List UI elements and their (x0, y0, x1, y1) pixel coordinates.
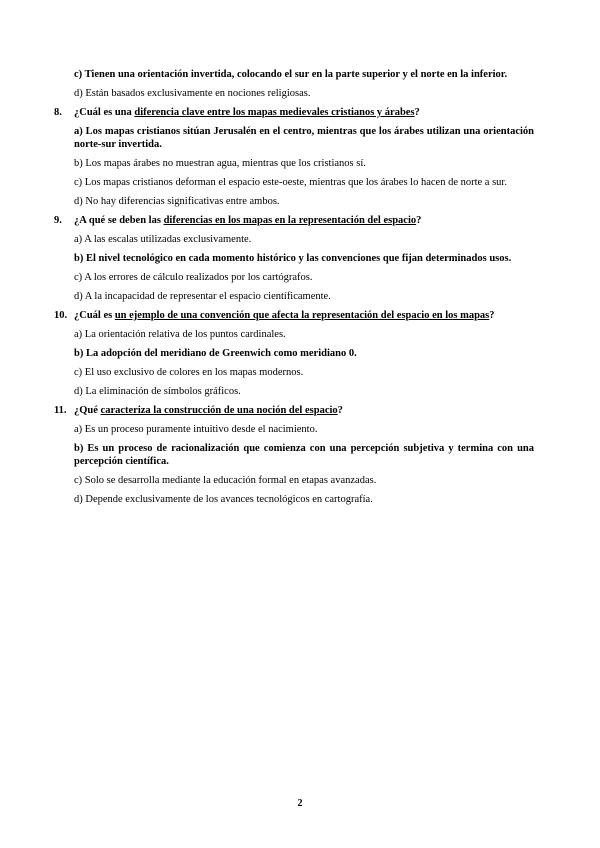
question-8 (54, 106, 534, 119)
q9-option-a: a) A las escalas utilizadas exclusivamente. (74, 234, 252, 245)
question-number: 11. (54, 405, 67, 416)
q11-option-d: d) Depende exclusivamente de los avances tecnológicos en cartografía. (74, 494, 373, 505)
question-9 (54, 214, 534, 227)
question-prefix: ¿Qué (74, 405, 101, 416)
q11-option-b: b) Es un proceso de racionalización que comienza con una percepción subjetiva y termina con una percepción científica. (74, 443, 534, 467)
q9-option-c: c) A los errores de cálculo realizados por los cartógrafos. (74, 272, 313, 283)
q8-option-d: d) No hay diferencias significativas entre ambos. (74, 196, 280, 207)
q7-option-c: c) Tienen una orientación invertida, colocando el sur en la parte superior y el norte en la inferior. (74, 69, 508, 80)
question-underlined: diferencia clave entre los mapas medievales cristianos y árabes (134, 107, 415, 118)
q10-option-b: b) La adopción del meridiano de Greenwich como meridiano 0. (74, 348, 357, 359)
q8-option-a: a) Los mapas cristianos sitúan Jerusalén en el centro, mientras que los árabes utilizan una orientación norte-sur invertida. (74, 126, 534, 150)
question-prefix: ¿Cuál es (74, 310, 115, 321)
page-number: 2 (297, 798, 303, 809)
question-number: 10. (54, 310, 68, 321)
q7-option-d: d) Están basados exclusivamente en nociones religiosas. (74, 88, 311, 99)
question-11 (54, 404, 534, 417)
q8-option-b: b) Los mapas árabes no muestran agua, mientras que los cristianos sí. (74, 158, 366, 169)
question-suffix: ? (489, 310, 495, 321)
question-suffix: ? (337, 405, 343, 416)
question-underlined: un ejemplo de una convención que afecta la representación del espacio en los mapas (114, 310, 490, 321)
question-suffix: ? (414, 107, 420, 118)
question-number: 9. (54, 215, 62, 226)
question-underlined: caracteriza la construcción de una noción del espacio (100, 405, 338, 416)
question-prefix: ¿Cuál es una (74, 107, 135, 118)
q9-option-d: d) A la incapacidad de representar el espacio científicamente. (74, 291, 331, 302)
question-underlined: diferencias en los mapas en la representación del espacio (163, 215, 417, 226)
q10-option-c: c) El uso exclusivo de colores en los mapas modernos. (74, 367, 304, 378)
q9-option-b: b) El nivel tecnológico en cada momento histórico y las convenciones que fijan determinados usos. (74, 253, 512, 264)
document-body (54, 68, 534, 512)
q10-option-d: d) La eliminación de símbolos gráficos. (74, 386, 241, 397)
q11-option-c: c) Solo se desarrolla mediante la educación formal en etapas avanzadas. (74, 475, 377, 486)
question-number: 8. (54, 107, 62, 118)
q11-option-a: a) Es un proceso puramente intuitivo desde el nacimiento. (74, 424, 318, 435)
question-10 (54, 309, 534, 322)
q10-option-a: a) La orientación relativa de los puntos cardinales. (74, 329, 286, 340)
question-prefix: ¿A qué se deben las (74, 215, 164, 226)
q8-option-c: c) Los mapas cristianos deforman el espacio este-oeste, mientras que los árabes lo hacen de norte a sur. (74, 177, 507, 188)
question-suffix: ? (416, 215, 422, 226)
